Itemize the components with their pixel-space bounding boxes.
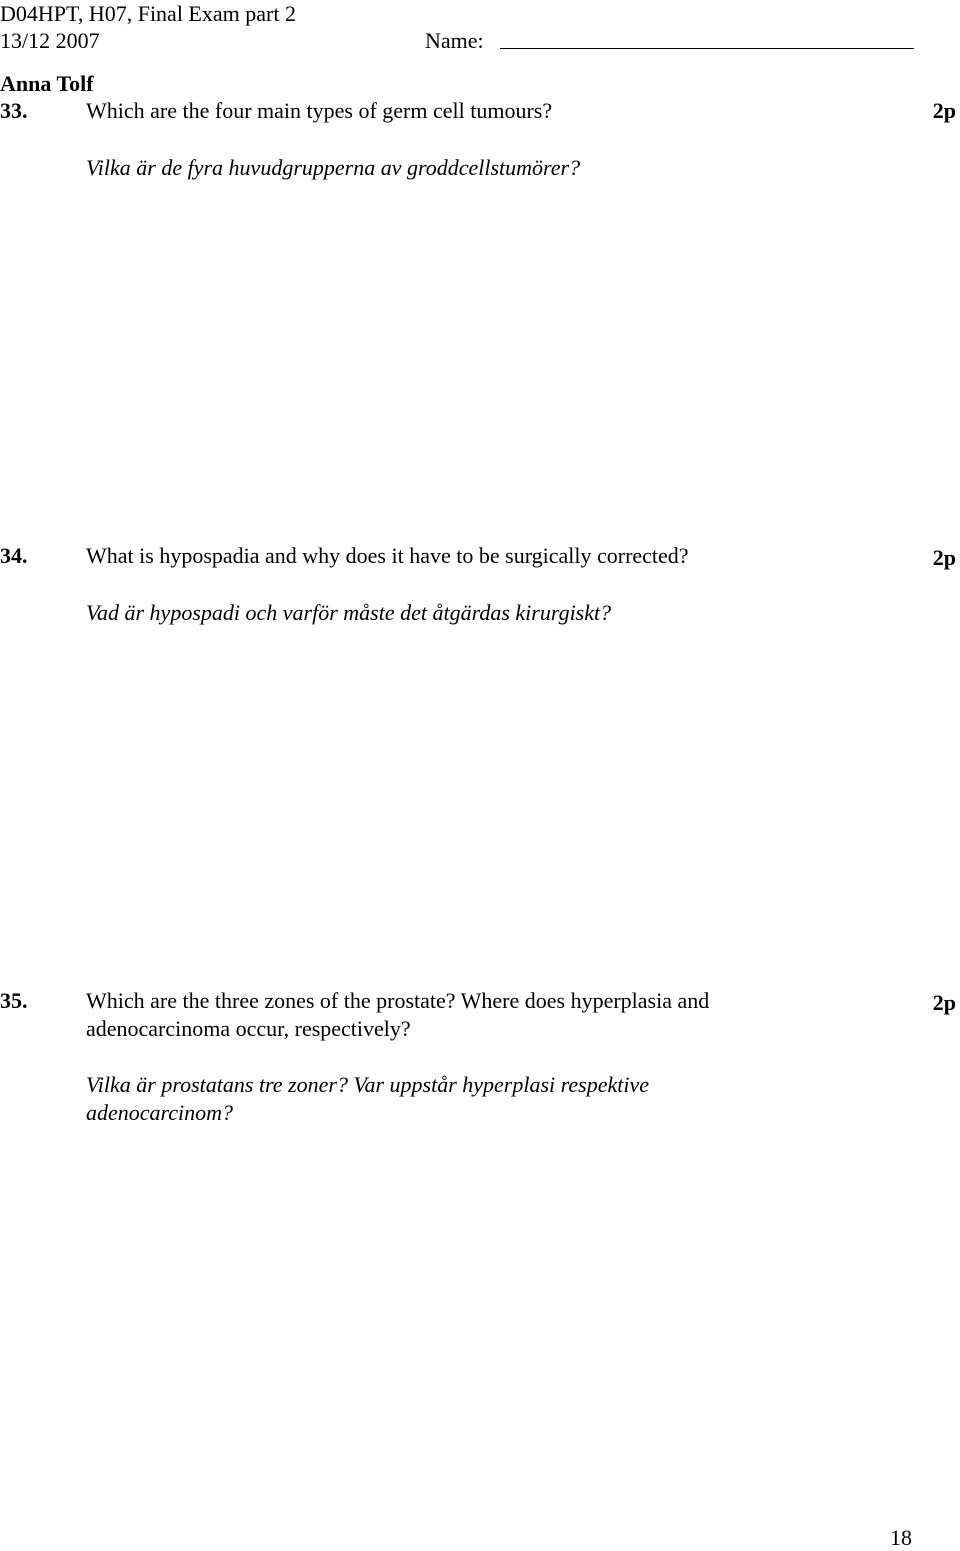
question-text-english-line-1: Which are the three zones of the prostate? Where does hyperplasia and bbox=[86, 988, 710, 1013]
question-text-english: Which are the four main types of germ cell tumours? bbox=[86, 98, 553, 123]
name-label: Name: bbox=[425, 28, 484, 53]
exam-date: 13/12 2007 bbox=[0, 28, 100, 53]
name-answer-line[interactable] bbox=[500, 48, 914, 49]
question-text-english-line-2: adenocarcinoma occur, respectively? bbox=[86, 1016, 411, 1041]
page-number: 18 bbox=[890, 1525, 912, 1550]
author-name: Anna Tolf bbox=[0, 71, 94, 96]
question-number: 33. bbox=[0, 98, 28, 123]
question-text-swedish-line-1: Vilka är prostatans tre zoner? Var uppstår hyperplasi respektive bbox=[86, 1072, 649, 1097]
question-text-swedish-line-2: adenocarcinom? bbox=[86, 1100, 234, 1125]
question-number: 34. bbox=[0, 543, 28, 568]
question-points: 2p bbox=[932, 545, 956, 570]
question-points: 2p bbox=[932, 990, 956, 1015]
question-text-english: What is hypospadia and why does it have to be surgically corrected? bbox=[86, 543, 689, 568]
exam-course-line: D04HPT, H07, Final Exam part 2 bbox=[0, 1, 296, 26]
question-text-swedish: Vilka är de fyra huvudgrupperna av groddcellstumörer? bbox=[86, 155, 581, 180]
question-number: 35. bbox=[0, 988, 28, 1013]
question-points: 2p bbox=[932, 98, 956, 123]
question-text-swedish: Vad är hypospadi och varför måste det åtgärdas kirurgiskt? bbox=[86, 600, 612, 625]
